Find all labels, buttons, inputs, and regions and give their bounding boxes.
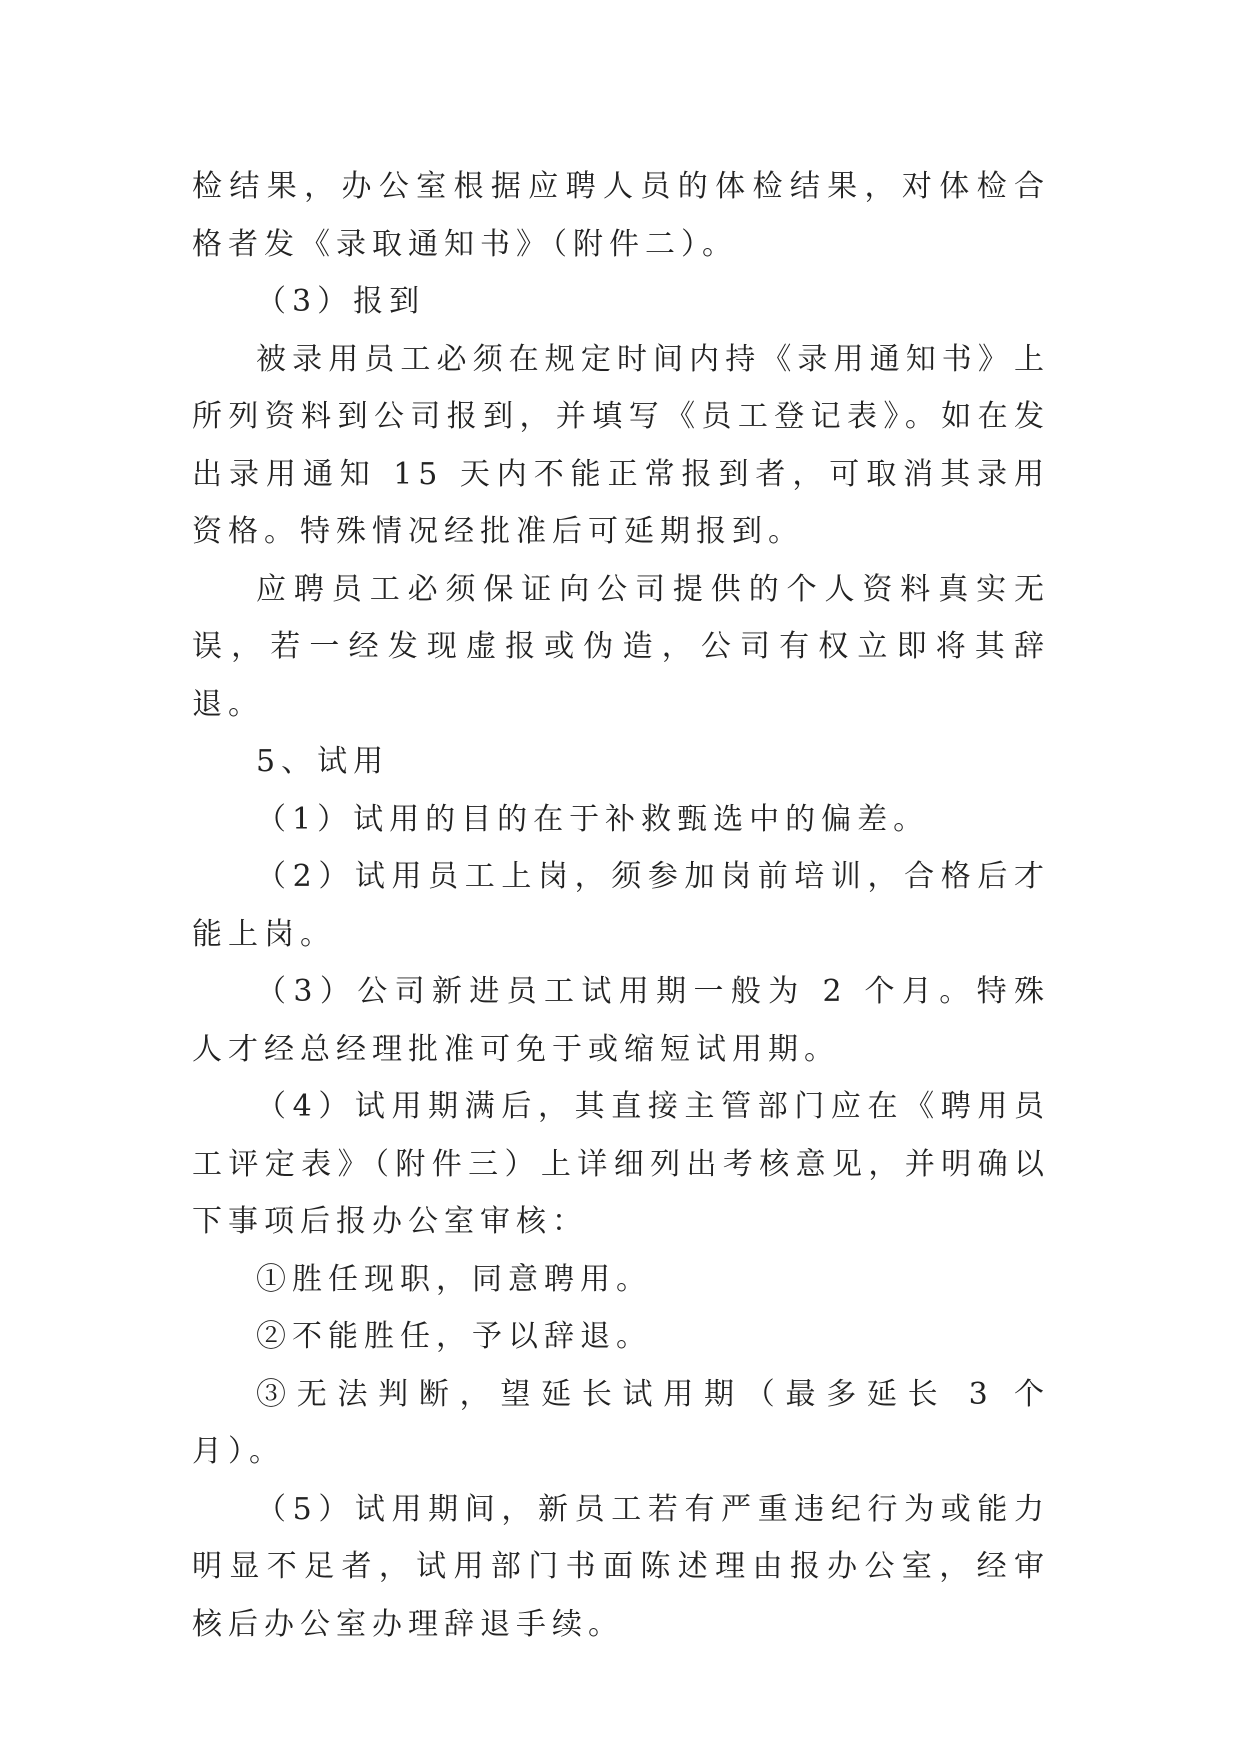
- paragraph-probation-period: （3）公司新进员工试用期一般为 2 个月。特殊人才经总经理批准可免于或缩短试用期。: [192, 974, 1050, 1067]
- paragraph-probation-evaluation: （4）试用期满后，其直接主管部门应在《聘用员工评定表》（附件三）上详细列出考核意见，并明确以下事项后报办公室审核：: [192, 1089, 1050, 1239]
- list-item-competent: ①胜任现职，同意聘用。: [256, 1261, 652, 1297]
- list-item-undetermined: ③无法判断，望延长试用期（最多延长 3 个月）。: [192, 1376, 1050, 1469]
- paragraph-probation-dismissal: （5）试用期间，新员工若有严重违纪行为或能力明显不足者，试用部门书面陈述理由报办公室，经审核后办公室办理辞退手续。: [192, 1491, 1050, 1642]
- heading-report: （3）报到: [256, 284, 426, 319]
- paragraph-probation-training: （2）试用员工上岗，须参加岗前培训，合格后才能上岗。: [192, 859, 1050, 952]
- document-body: [192, 158, 1050, 1653]
- paragraph-report-requirements: 被录用员工必须在规定时间内持《录用通知书》上所列资料到公司报到，并填写《员工登记表》。如在发出录用通知 15 天内不能正常报到者，可取消其录用资格。特殊情况经批准后可延期报到。: [192, 341, 1050, 549]
- heading-probation: 5、试用: [256, 744, 390, 779]
- paragraph-medical-result: 检结果，办公室根据应聘人员的体检结果，对体检合格者发《录取通知书》（附件二）。: [192, 169, 1050, 262]
- paragraph-probation-purpose: （1）试用的目的在于补救甄选中的偏差。: [256, 801, 930, 837]
- list-item-incompetent: ②不能胜任，予以辞退。: [256, 1319, 652, 1354]
- paragraph-truthful-info: 应聘员工必须保证向公司提供的个人资料真实无误，若一经发现虚报或伪造，公司有权立即将其辞退。: [192, 571, 1050, 722]
